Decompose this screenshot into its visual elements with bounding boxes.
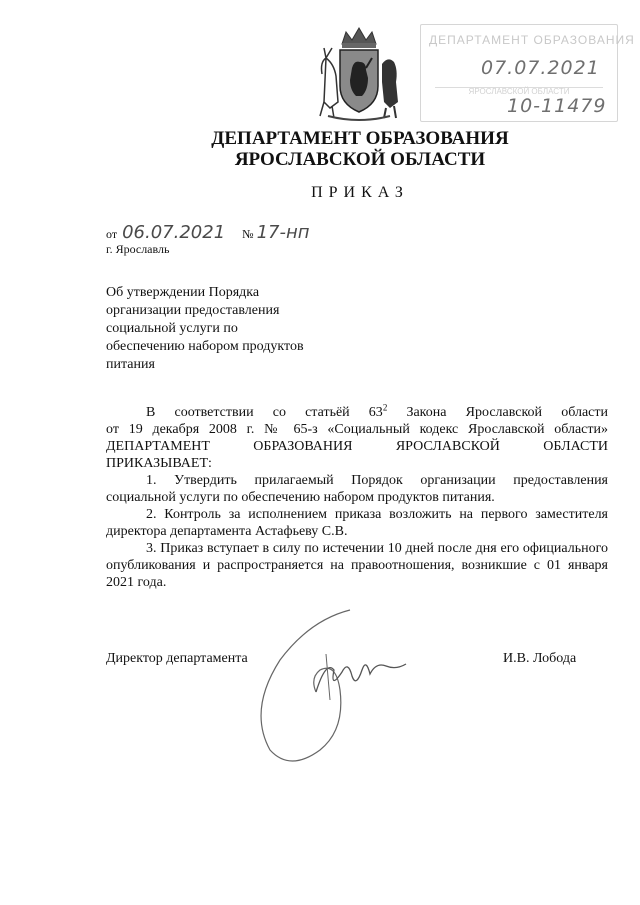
preamble-text-a: В соответствии со статьёй 63 <box>146 405 383 420</box>
signatory-position: Директор департамента <box>106 651 248 666</box>
order-body <box>106 404 608 591</box>
stamp-subtitle: ЯРОСЛАВСКОЙ ОБЛАСТИ <box>468 87 570 96</box>
subject-line: питания <box>106 357 155 372</box>
order-heading: ПРИКАЗ <box>311 184 409 201</box>
preamble-text-b: Закона Ярославской области <box>387 405 608 420</box>
preamble-line1 <box>106 404 608 421</box>
subject-line: Об утверждении Порядка <box>106 285 260 300</box>
stamp-number: 10-11479 <box>507 95 607 117</box>
department-title-line1: ДЕПАРТАМЕНТ ОБРАЗОВАНИЯ <box>211 128 509 149</box>
order-number: 17-нп <box>256 222 310 243</box>
article-superscript: 2 <box>382 402 388 413</box>
preamble-line3: ДЕПАРТАМЕНТ ОБРАЗОВАНИЯ ЯРОСЛАВСКОЙ ОБЛАСТИ <box>106 439 608 454</box>
stamp-date: 07.07.2021 <box>481 57 600 79</box>
department-title <box>120 128 600 170</box>
handwritten-signature <box>230 600 430 780</box>
subject-line: социальной услуги по <box>106 321 238 336</box>
order-subject <box>106 284 356 374</box>
order-item-2: 2. Контроль за исполнением приказа возложить на первого заместителя директора департамента Астафьеву С.В. <box>106 507 608 539</box>
registration-stamp <box>420 24 635 122</box>
city: г. Ярославль <box>106 242 170 256</box>
order-item-3: 3. Приказ вступает в силу по истечении 10 дней после дня его официального опубликования и распространяется на правоотношения, возникшие с 01 января 2021 года. <box>106 541 608 590</box>
from-label: от <box>106 227 118 241</box>
coat-of-arms-icon <box>312 24 406 124</box>
subject-line: организации предоставления <box>106 303 280 318</box>
order-meta <box>106 222 310 243</box>
order-date: 06.07.2021 <box>122 222 226 243</box>
number-label: № <box>242 227 254 241</box>
order-item-1: 1. Утвердить прилагаемый Порядок организации предоставления социальной услуги по обеспечению набором продуктов питания. <box>106 473 608 505</box>
subject-line: обеспечению набором продуктов <box>106 339 304 354</box>
signatory-name: И.В. Лобода <box>503 651 577 666</box>
department-title-line2: ЯРОСЛАВСКОЙ ОБЛАСТИ <box>234 149 486 170</box>
stamp-organization: ДЕПАРТАМЕНТ ОБРАЗОВАНИЯ <box>429 33 635 47</box>
preamble-line2: от 19 декабря 2008 г. № 65-з «Социальный кодекс Ярославской области» <box>106 422 608 437</box>
preamble-line4: ПРИКАЗЫВАЕТ: <box>106 456 212 471</box>
